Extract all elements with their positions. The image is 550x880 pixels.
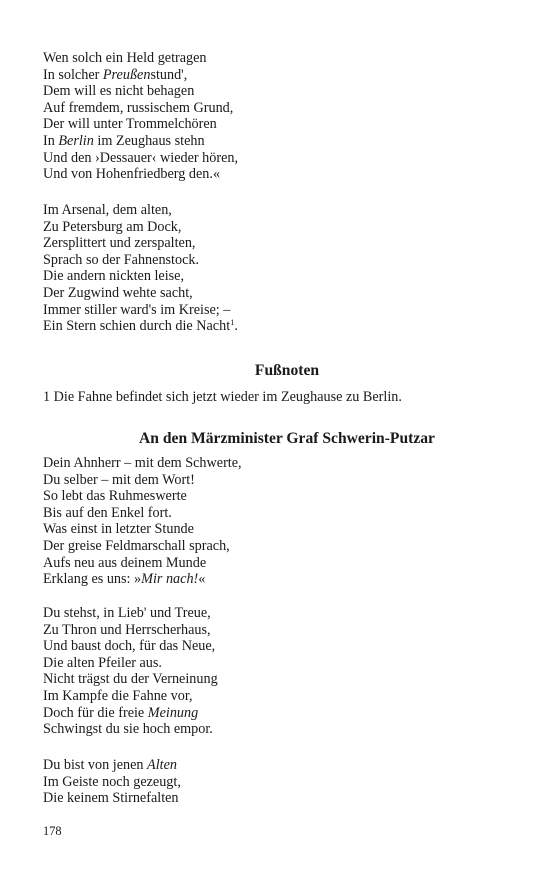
poem-line: Zu Petersburg am Dock, bbox=[43, 218, 182, 235]
poem-line: Die alten Pfeiler aus. bbox=[43, 654, 162, 671]
stanza-2 bbox=[43, 202, 238, 335]
poem-line: Du selber – mit dem Wort! bbox=[43, 471, 195, 488]
footnote-marker[interactable]: 1 bbox=[230, 317, 235, 328]
poem-line: Im Kampfe die Fahne vor, bbox=[43, 687, 193, 704]
poem-line: Was einst in letzter Stunde bbox=[43, 521, 194, 538]
poem-line: Die andern nickten leise, bbox=[43, 268, 185, 285]
poem-line: Wen solch ein Held getragen bbox=[43, 50, 207, 66]
poem-line: Und baust doch, für das Neue, bbox=[43, 638, 216, 655]
footnote-text: 1 Die Fahne befindet sich jetzt wieder im Zeughause zu Berlin. bbox=[43, 389, 402, 405]
stanza-1 bbox=[43, 50, 238, 183]
poem-line: Auf fremdem, russischem Grund, bbox=[43, 99, 234, 116]
poem-line: Zu Thron und Herrscherhaus, bbox=[43, 621, 211, 638]
poem-line: Bis auf den Enkel fort. bbox=[43, 504, 172, 521]
poem-line: Der will unter Trommelchören bbox=[43, 116, 217, 133]
poem-line: Nicht trägst du der Verneinung bbox=[43, 671, 218, 688]
poem-line: Der Zugwind wehte sacht, bbox=[43, 284, 193, 301]
stanza-4 bbox=[43, 605, 218, 738]
poem-line: Immer stiller ward's im Kreise; – bbox=[43, 301, 231, 318]
stanza-5 bbox=[43, 757, 181, 807]
poem-line: Ein Stern schien durch die Nacht$^1$. bbox=[43, 317, 238, 335]
poem-line: Doch für die freie Meinung bbox=[43, 704, 199, 721]
stanza-3 bbox=[43, 455, 242, 588]
poem-line: In Berlin im Zeughaus stehn bbox=[43, 132, 205, 149]
page-number: 178 bbox=[43, 824, 62, 838]
poem-line: So lebt das Ruhmeswerte bbox=[43, 488, 187, 505]
poem-line: In solcher Preußenstund', bbox=[43, 66, 188, 83]
poem-line: Aufs neu aus deinem Munde bbox=[43, 554, 207, 571]
poem-line: Dein Ahnherr – mit dem Schwerte, bbox=[43, 455, 242, 471]
poem-line: Du bist von jenen Alten bbox=[43, 757, 177, 773]
footnotes-heading: Fußnoten bbox=[254, 362, 320, 379]
poem-line: Im Geiste noch gezeugt, bbox=[43, 773, 181, 790]
poem-line: Sprach so der Fahnenstock. bbox=[43, 251, 200, 268]
poem-line: Dem will es nicht behagen bbox=[43, 83, 195, 100]
poem-line: Die keinem Stirnefalten bbox=[43, 790, 179, 807]
poem-line: Erklang es uns: »Mir nach!« bbox=[43, 571, 206, 588]
poem-line: Zersplittert und zerspalten, bbox=[43, 235, 196, 252]
poem-title: An den Märzminister Graf Schwerin-Putzar bbox=[139, 430, 435, 447]
poem-line: Der greise Feldmarschall sprach, bbox=[43, 537, 230, 554]
poem-line: Schwingst du sie hoch empor. bbox=[43, 721, 213, 738]
poem-line: Und von Hohenfriedberg den.« bbox=[43, 166, 221, 183]
poem-line: Du stehst, in Lieb' und Treue, bbox=[43, 605, 211, 621]
poem-line: Im Arsenal, dem alten, bbox=[43, 202, 172, 218]
poem-line: Und den ›Dessauer‹ wieder hören, bbox=[43, 149, 239, 166]
